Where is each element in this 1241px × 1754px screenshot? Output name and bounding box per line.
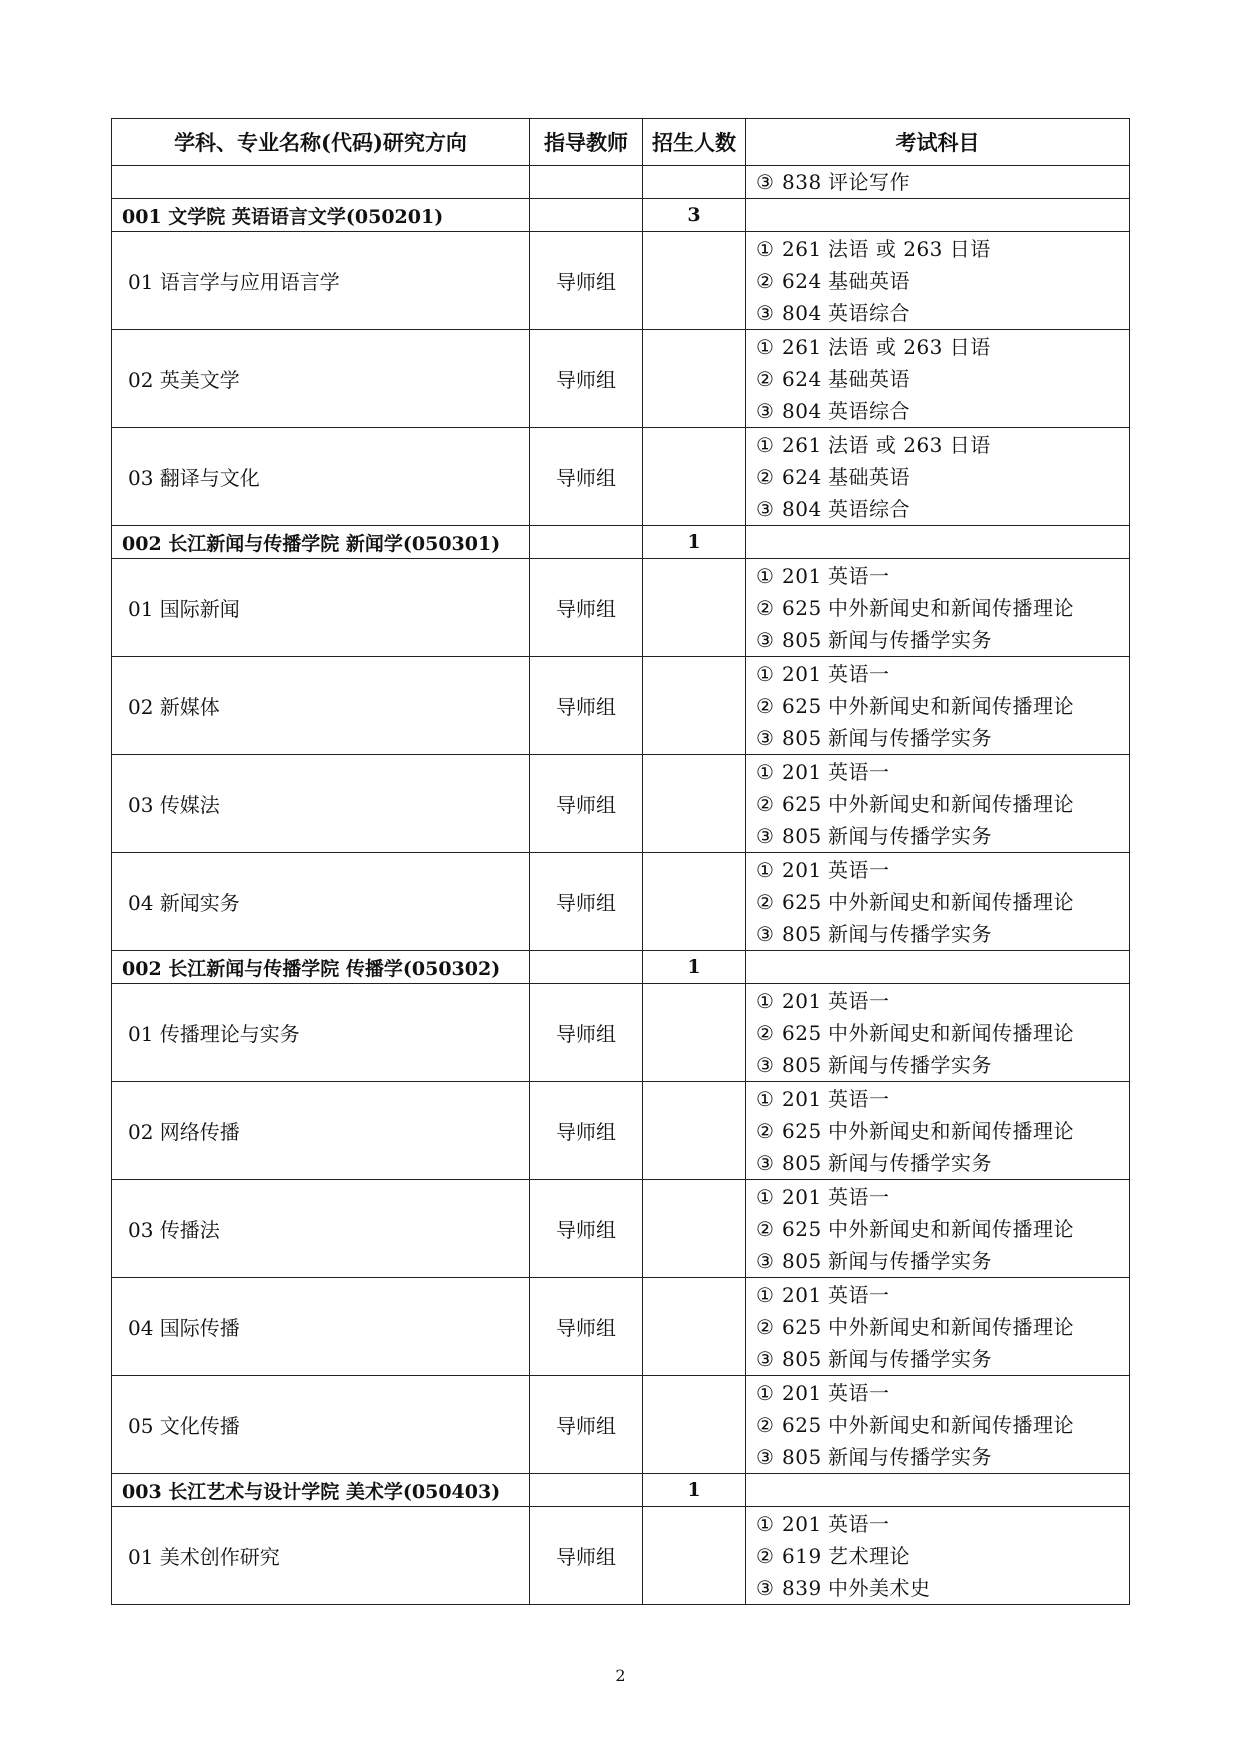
continuation-row bbox=[112, 166, 1130, 199]
exam-code: 261 bbox=[782, 334, 822, 359]
direction-exams bbox=[746, 428, 1130, 526]
exam-subject: 基础英语 bbox=[828, 268, 910, 293]
exam-subject: 英语一 bbox=[828, 563, 890, 588]
exam-code: 261 bbox=[782, 236, 822, 261]
exam-code: 805 bbox=[782, 1052, 822, 1077]
exam-number: ③ bbox=[756, 1444, 775, 1469]
exam-code: 804 bbox=[782, 398, 822, 423]
department-name: 002 长江新闻与传播学院 新闻学(050301) bbox=[112, 526, 530, 559]
exam-subject: 英语综合 bbox=[828, 398, 910, 423]
direction-exams bbox=[746, 330, 1130, 428]
exam-code: 201 bbox=[782, 857, 822, 882]
direction-teacher: 导师组 bbox=[530, 657, 643, 755]
exam-number: ① bbox=[756, 1282, 775, 1307]
exam-line bbox=[756, 461, 1129, 493]
department-teacher bbox=[530, 199, 643, 232]
exam-line bbox=[756, 1377, 1129, 1409]
department-name: 003 长江艺术与设计学院 美术学(050403) bbox=[112, 1474, 530, 1507]
exam-subject: 中外新闻史和新闻传播理论 bbox=[828, 791, 1074, 816]
department-exams bbox=[746, 199, 1130, 232]
exam-subject: 新闻与传播学实务 bbox=[828, 921, 992, 946]
exam-line bbox=[756, 1279, 1129, 1311]
exam-line bbox=[756, 1508, 1129, 1540]
exam-line bbox=[756, 395, 1129, 427]
header-teacher: 指导教师 bbox=[530, 119, 643, 166]
page-number: 2 bbox=[615, 1666, 626, 1685]
exam-subject: 评论写作 bbox=[828, 170, 910, 194]
exam-code: 625 bbox=[782, 1118, 822, 1143]
exam-subject: 英语综合 bbox=[828, 496, 910, 521]
exam-line bbox=[756, 1083, 1129, 1115]
exam-subject: 艺术理论 bbox=[828, 1543, 910, 1568]
direction-row bbox=[112, 559, 1130, 657]
exam-code: 625 bbox=[782, 595, 822, 620]
exam-code: 201 bbox=[782, 988, 822, 1013]
exam-number: ① bbox=[756, 432, 775, 457]
direction-name: 01 语言学与应用语言学 bbox=[112, 232, 530, 330]
direction-teacher: 导师组 bbox=[530, 330, 643, 428]
exam-number: ① bbox=[756, 988, 775, 1013]
direction-row bbox=[112, 1180, 1130, 1278]
exam-subject: 新闻与传播学实务 bbox=[828, 1444, 992, 1469]
direction-teacher: 导师组 bbox=[530, 1507, 643, 1605]
exam-subject: 法语 或 263 日语 bbox=[828, 334, 991, 359]
department-count: 1 bbox=[643, 526, 746, 559]
exam-line bbox=[756, 1572, 1129, 1604]
exam-code: 201 bbox=[782, 759, 822, 784]
direction-count bbox=[643, 755, 746, 853]
direction-name: 04 国际传播 bbox=[112, 1278, 530, 1376]
direction-name: 02 新媒体 bbox=[112, 657, 530, 755]
department-row bbox=[112, 199, 1130, 232]
department-name: 002 长江新闻与传播学院 传播学(050302) bbox=[112, 951, 530, 984]
exam-number: ② bbox=[756, 464, 775, 489]
direction-count bbox=[643, 984, 746, 1082]
exam-subject: 新闻与传播学实务 bbox=[828, 1248, 992, 1273]
exam-number: ③ bbox=[756, 398, 775, 423]
department-teacher bbox=[530, 1474, 643, 1507]
direction-exams bbox=[746, 1507, 1130, 1605]
department-row bbox=[112, 1474, 1130, 1507]
exam-number: ② bbox=[756, 1314, 775, 1339]
exam-number: ③ bbox=[756, 1575, 775, 1600]
exam-code: 201 bbox=[782, 1184, 822, 1209]
exam-line bbox=[756, 429, 1129, 461]
exam-code: 625 bbox=[782, 693, 822, 718]
direction-exams bbox=[746, 1278, 1130, 1376]
direction-count bbox=[643, 428, 746, 526]
exam-number: ③ bbox=[756, 823, 775, 848]
exam-code: 625 bbox=[782, 791, 822, 816]
exam-code: 625 bbox=[782, 1412, 822, 1437]
exam-number: ③ bbox=[756, 1052, 775, 1077]
department-row bbox=[112, 951, 1130, 984]
exam-line bbox=[756, 493, 1129, 525]
direction-count bbox=[643, 559, 746, 657]
exam-line bbox=[756, 658, 1129, 690]
exam-code: 839 bbox=[782, 1575, 822, 1600]
exam-line bbox=[756, 1245, 1129, 1277]
exam-code: 624 bbox=[782, 464, 822, 489]
exam-number: ③ bbox=[756, 1248, 775, 1273]
exam-number: ① bbox=[756, 1511, 775, 1536]
exam-code: 625 bbox=[782, 889, 822, 914]
department-exams bbox=[746, 526, 1130, 559]
exam-line bbox=[756, 756, 1129, 788]
exam-code: 201 bbox=[782, 1282, 822, 1307]
exam-subject: 英语一 bbox=[828, 759, 890, 784]
exam-number: ② bbox=[756, 889, 775, 914]
direction-teacher: 导师组 bbox=[530, 1082, 643, 1180]
department-exams bbox=[746, 951, 1130, 984]
continuation-major bbox=[112, 166, 530, 199]
exam-number: ① bbox=[756, 334, 775, 359]
direction-exams bbox=[746, 755, 1130, 853]
exam-subject: 中外新闻史和新闻传播理论 bbox=[828, 1412, 1074, 1437]
exam-line bbox=[756, 331, 1129, 363]
exam-subject: 新闻与传播学实务 bbox=[828, 1150, 992, 1175]
exam-subject: 英语一 bbox=[828, 1184, 890, 1209]
exam-line bbox=[756, 1540, 1129, 1572]
exam-line bbox=[756, 722, 1129, 754]
exam-subject: 中外新闻史和新闻传播理论 bbox=[828, 595, 1074, 620]
exam-line bbox=[756, 886, 1129, 918]
direction-count bbox=[643, 330, 746, 428]
direction-teacher: 导师组 bbox=[530, 1180, 643, 1278]
exam-number: ③ bbox=[756, 300, 775, 325]
direction-exams bbox=[746, 1180, 1130, 1278]
direction-exams bbox=[746, 853, 1130, 951]
exam-subject: 英语一 bbox=[828, 988, 890, 1013]
exam-line bbox=[756, 1343, 1129, 1375]
direction-name: 03 传播法 bbox=[112, 1180, 530, 1278]
department-count: 3 bbox=[643, 199, 746, 232]
exam-subject: 中外美术史 bbox=[828, 1575, 931, 1600]
exam-subject: 新闻与传播学实务 bbox=[828, 627, 992, 652]
exam-subject: 英语一 bbox=[828, 1380, 890, 1405]
exam-number: ② bbox=[756, 1216, 775, 1241]
exam-code: 805 bbox=[782, 627, 822, 652]
exam-subject: 中外新闻史和新闻传播理论 bbox=[828, 1314, 1074, 1339]
exam-subject: 基础英语 bbox=[828, 464, 910, 489]
department-teacher bbox=[530, 951, 643, 984]
continuation-teacher bbox=[530, 166, 643, 199]
exam-subject: 新闻与传播学实务 bbox=[828, 1052, 992, 1077]
exam-code: 805 bbox=[782, 1150, 822, 1175]
exam-subject: 英语一 bbox=[828, 1086, 890, 1111]
exam-line bbox=[756, 1213, 1129, 1245]
exam-subject: 中外新闻史和新闻传播理论 bbox=[828, 693, 1074, 718]
exam-line bbox=[756, 918, 1129, 950]
exam-number: ② bbox=[756, 1412, 775, 1437]
exam-number: ① bbox=[756, 1380, 775, 1405]
exam-line bbox=[756, 690, 1129, 722]
exam-code: 261 bbox=[782, 432, 822, 457]
exam-code: 805 bbox=[782, 1346, 822, 1371]
exam-number: ③ bbox=[756, 1346, 775, 1371]
exam-code: 805 bbox=[782, 921, 822, 946]
direction-teacher: 导师组 bbox=[530, 755, 643, 853]
exam-number: ③ bbox=[756, 627, 775, 652]
exam-number: ③ bbox=[756, 1150, 775, 1175]
exam-number: ② bbox=[756, 595, 775, 620]
direction-name: 03 传媒法 bbox=[112, 755, 530, 853]
exam-line bbox=[756, 233, 1129, 265]
direction-name: 02 网络传播 bbox=[112, 1082, 530, 1180]
exam-line bbox=[756, 1311, 1129, 1343]
exam-subject: 法语 或 263 日语 bbox=[828, 236, 991, 261]
exam-line bbox=[756, 854, 1129, 886]
exam-code: 201 bbox=[782, 1380, 822, 1405]
exam-line bbox=[756, 297, 1129, 329]
direction-teacher: 导师组 bbox=[530, 853, 643, 951]
exam-number: ② bbox=[756, 693, 775, 718]
direction-count bbox=[643, 1376, 746, 1474]
direction-row bbox=[112, 1082, 1130, 1180]
exam-number: ③ bbox=[756, 170, 775, 194]
direction-row bbox=[112, 428, 1130, 526]
direction-teacher: 导师组 bbox=[530, 428, 643, 526]
exam-code: 201 bbox=[782, 1086, 822, 1111]
department-count: 1 bbox=[643, 1474, 746, 1507]
direction-name: 01 国际新闻 bbox=[112, 559, 530, 657]
direction-name: 01 美术创作研究 bbox=[112, 1507, 530, 1605]
exam-code: 625 bbox=[782, 1314, 822, 1339]
exam-line bbox=[756, 1409, 1129, 1441]
exam-line bbox=[756, 166, 1129, 198]
exam-subject: 法语 或 263 日语 bbox=[828, 432, 991, 457]
exam-code: 804 bbox=[782, 496, 822, 521]
direction-name: 01 传播理论与实务 bbox=[112, 984, 530, 1082]
exam-line bbox=[756, 363, 1129, 395]
exam-subject: 基础英语 bbox=[828, 366, 910, 391]
direction-teacher: 导师组 bbox=[530, 984, 643, 1082]
exam-subject: 新闻与传播学实务 bbox=[828, 1346, 992, 1371]
direction-name: 05 文化传播 bbox=[112, 1376, 530, 1474]
exam-code: 625 bbox=[782, 1216, 822, 1241]
exam-number: ① bbox=[756, 1086, 775, 1111]
exam-code: 838 bbox=[782, 170, 822, 194]
header-count: 招生人数 bbox=[643, 119, 746, 166]
exam-code: 805 bbox=[782, 1248, 822, 1273]
admissions-table bbox=[111, 118, 1130, 1605]
exam-number: ① bbox=[756, 857, 775, 882]
exam-line bbox=[756, 820, 1129, 852]
exam-number: ② bbox=[756, 1543, 775, 1568]
direction-row bbox=[112, 984, 1130, 1082]
direction-row bbox=[112, 330, 1130, 428]
direction-count bbox=[643, 232, 746, 330]
exam-line bbox=[756, 788, 1129, 820]
exam-line bbox=[756, 1049, 1129, 1081]
department-teacher bbox=[530, 526, 643, 559]
exam-line bbox=[756, 624, 1129, 656]
exam-code: 619 bbox=[782, 1543, 822, 1568]
exam-number: ① bbox=[756, 1184, 775, 1209]
direction-exams bbox=[746, 1082, 1130, 1180]
exam-line bbox=[756, 1115, 1129, 1147]
department-exams bbox=[746, 1474, 1130, 1507]
exam-number: ③ bbox=[756, 921, 775, 946]
exam-code: 201 bbox=[782, 1511, 822, 1536]
exam-line bbox=[756, 1017, 1129, 1049]
direction-teacher: 导师组 bbox=[530, 1278, 643, 1376]
exam-number: ① bbox=[756, 661, 775, 686]
exam-number: ② bbox=[756, 366, 775, 391]
direction-row bbox=[112, 853, 1130, 951]
exam-subject: 英语一 bbox=[828, 1511, 890, 1536]
exam-number: ③ bbox=[756, 725, 775, 750]
exam-subject: 英语一 bbox=[828, 857, 890, 882]
continuation-exams bbox=[746, 166, 1130, 199]
department-name: 001 文学院 英语语言文学(050201) bbox=[112, 199, 530, 232]
direction-row bbox=[112, 1507, 1130, 1605]
direction-exams bbox=[746, 1376, 1130, 1474]
exam-number: ② bbox=[756, 791, 775, 816]
table-body bbox=[112, 166, 1130, 1605]
exam-line bbox=[756, 1441, 1129, 1473]
department-row bbox=[112, 526, 1130, 559]
exam-subject: 中外新闻史和新闻传播理论 bbox=[828, 1118, 1074, 1143]
direction-teacher: 导师组 bbox=[530, 232, 643, 330]
exam-subject: 英语综合 bbox=[828, 300, 910, 325]
continuation-count bbox=[643, 166, 746, 199]
exam-line bbox=[756, 265, 1129, 297]
direction-row bbox=[112, 657, 1130, 755]
exam-subject: 中外新闻史和新闻传播理论 bbox=[828, 1020, 1074, 1045]
direction-name: 04 新闻实务 bbox=[112, 853, 530, 951]
department-count: 1 bbox=[643, 951, 746, 984]
exam-subject: 中外新闻史和新闻传播理论 bbox=[828, 1216, 1074, 1241]
exam-number: ② bbox=[756, 1020, 775, 1045]
exam-code: 805 bbox=[782, 823, 822, 848]
header-major: 学科、专业名称(代码)研究方向 bbox=[112, 119, 530, 166]
direction-count bbox=[643, 657, 746, 755]
direction-name: 02 英美文学 bbox=[112, 330, 530, 428]
exam-number: ② bbox=[756, 268, 775, 293]
exam-number: ③ bbox=[756, 496, 775, 521]
direction-count bbox=[643, 1507, 746, 1605]
direction-row bbox=[112, 232, 1130, 330]
exam-code: 805 bbox=[782, 725, 822, 750]
exam-line bbox=[756, 1147, 1129, 1179]
exam-subject: 英语一 bbox=[828, 1282, 890, 1307]
direction-exams bbox=[746, 984, 1130, 1082]
exam-number: ① bbox=[756, 759, 775, 784]
direction-row bbox=[112, 755, 1130, 853]
exam-line bbox=[756, 592, 1129, 624]
direction-teacher: 导师组 bbox=[530, 1376, 643, 1474]
exam-subject: 新闻与传播学实务 bbox=[828, 725, 992, 750]
header-row bbox=[112, 119, 1130, 166]
direction-count bbox=[643, 1180, 746, 1278]
exam-number: ① bbox=[756, 563, 775, 588]
exam-code: 625 bbox=[782, 1020, 822, 1045]
exam-line bbox=[756, 985, 1129, 1017]
direction-count bbox=[643, 853, 746, 951]
exam-number: ① bbox=[756, 236, 775, 261]
direction-teacher: 导师组 bbox=[530, 559, 643, 657]
exam-code: 201 bbox=[782, 661, 822, 686]
header-exams: 考试科目 bbox=[746, 119, 1130, 166]
exam-code: 805 bbox=[782, 1444, 822, 1469]
direction-row bbox=[112, 1376, 1130, 1474]
exam-code: 201 bbox=[782, 563, 822, 588]
exam-line bbox=[756, 560, 1129, 592]
exam-number: ② bbox=[756, 1118, 775, 1143]
direction-count bbox=[643, 1082, 746, 1180]
direction-exams bbox=[746, 232, 1130, 330]
exam-line bbox=[756, 1181, 1129, 1213]
direction-row bbox=[112, 1278, 1130, 1376]
exam-code: 804 bbox=[782, 300, 822, 325]
direction-count bbox=[643, 1278, 746, 1376]
exam-code: 624 bbox=[782, 366, 822, 391]
exam-subject: 中外新闻史和新闻传播理论 bbox=[828, 889, 1074, 914]
exam-code: 624 bbox=[782, 268, 822, 293]
direction-exams bbox=[746, 657, 1130, 755]
exam-subject: 英语一 bbox=[828, 661, 890, 686]
direction-name: 03 翻译与文化 bbox=[112, 428, 530, 526]
exam-subject: 新闻与传播学实务 bbox=[828, 823, 992, 848]
direction-exams bbox=[746, 559, 1130, 657]
